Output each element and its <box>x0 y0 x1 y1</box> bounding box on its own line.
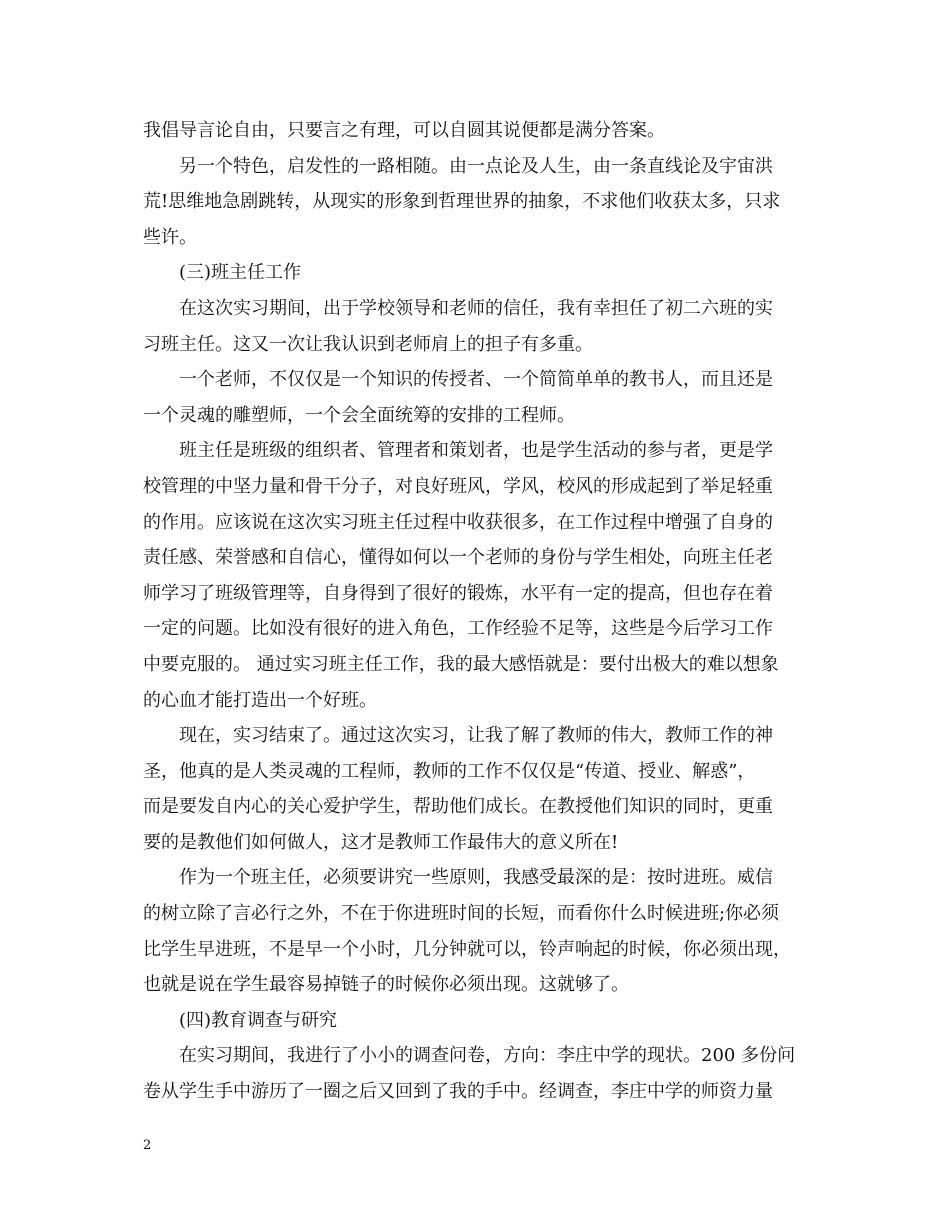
text-line: (三)班主任工作 <box>179 262 302 284</box>
text-line: 荒!思维地急剧跳转，从现实的形象到哲理世界的抽象，不求他们收获太多，只求 <box>143 191 781 213</box>
text-line: 我倡导言论自由，只要言之有理，可以自圆其说便都是满分答案。 <box>143 120 665 141</box>
text-line: 中要克服的。 通过实习班主任工作，我的最大感悟就是：要付出极大的难以想象 <box>143 653 779 675</box>
text-line: 一个老师，不仅仅是一个知识的传授者、一个简简单单的教书人，而且还是 <box>179 369 773 391</box>
text-line: 一个灵魂的雕塑师，一个会全面统筹的安排的工程师。 <box>143 404 575 426</box>
text-line: 师学习了班级管理等，自身得到了很好的锻炼，水平有一定的提高，但也存在着 <box>143 582 773 604</box>
text-line: 些许。 <box>143 226 197 248</box>
text-line: 要的是教他们如何做人，这才是教师工作最伟大的意义所在! <box>143 831 619 853</box>
text-line: 另一个特色，启发性的一路相随。由一点论及人生，由一条直线论及宇宙洪 <box>179 155 773 177</box>
page-number: 2 <box>143 1138 152 1153</box>
text-line: 也就是说在学生最容易掉链子的时候你必须出现。这就够了。 <box>143 974 629 996</box>
text-line: 现在，实习结束了。通过这次实习，让我了解了教师的伟大，教师工作的神 <box>179 725 773 747</box>
text-line: 习班主任。这又一次让我认识到老师肩上的担子有多重。 <box>143 333 593 355</box>
text-line: 比学生早进班，不是早一个小时，几分钟就可以，铃声响起的时候，你必须出现， <box>143 938 791 960</box>
text-line: 卷从学生手中游历了一圈之后又回到了我的手中。经调查，李庄中学的师资力量 <box>143 1081 773 1103</box>
text-line: 在实习期间，我进行了小小的调查问卷，方向：李庄中学的现状。200 多份问 <box>179 1045 796 1067</box>
text-line: 圣，他真的是人类灵魂的工程师，教师的工作不仅仅是“传道、授业、解惑”， <box>143 760 756 782</box>
text-line: 班主任是班级的组织者、管理者和策划者，也是学生活动的参与者，更是学 <box>179 440 773 462</box>
text-line: 校管理的中坚力量和骨干分子，对良好班风，学风，校风的形成起到了举足轻重 <box>143 475 773 497</box>
text-line: 作为一个班主任，必须要讲究一些原则，我感受最深的是：按时进班。威信 <box>179 867 773 889</box>
text-line: 的树立除了言必行之外，不在于你进班时间的长短，而看你什么时候进班;你必须 <box>143 903 780 925</box>
body-text <box>143 113 813 1110</box>
text-line: 在这次实习期间，出于学校领导和老师的信任，我有幸担任了初二六班的实 <box>179 297 773 319</box>
text-line: 责任感、荣誉感和自信心，懂得如何以一个老师的身份与学生相处，向班主任老 <box>143 547 773 569</box>
text-line: 的心血才能打造出一个好班。 <box>143 689 377 711</box>
text-line: 一定的问题。比如没有很好的进入角色，工作经验不足等，这些是今后学习工作 <box>143 618 773 640</box>
text-line: (四)教育调查与研究 <box>179 1009 338 1031</box>
text-line: 而是要发自内心的关心爱护学生，帮助他们成长。在教授他们知识的同时，更重 <box>143 796 773 818</box>
text-line: 的作用。应该说在这次实习班主任过程中收获很多，在工作过程中增强了自身的 <box>143 511 773 533</box>
